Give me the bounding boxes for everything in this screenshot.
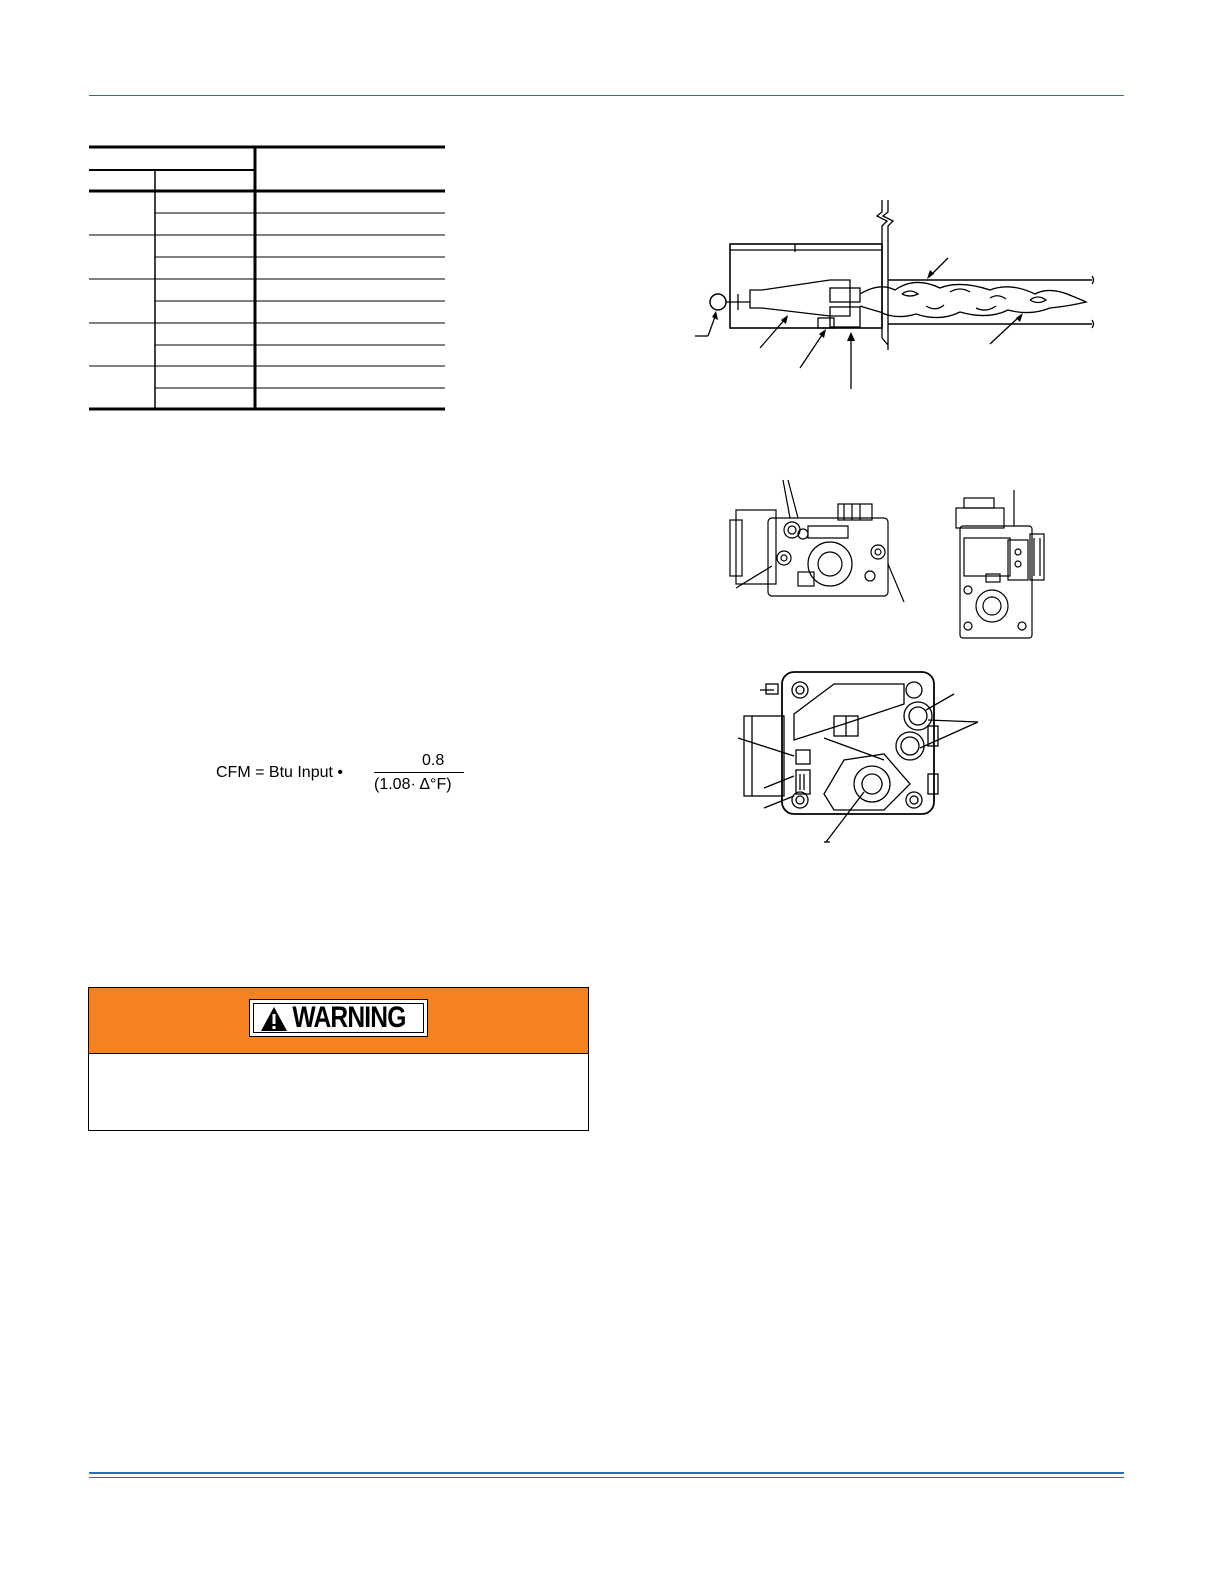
formula-denominator: (1.08· Δ°F) [374, 776, 452, 793]
gas-valve-side-diagram [728, 476, 928, 616]
warning-triangle-icon [260, 1006, 288, 1032]
cfm-formula [214, 752, 474, 798]
gas-valve-front-diagram [946, 486, 1056, 646]
data-table-grid [89, 145, 449, 415]
header-rule [89, 95, 1124, 96]
footer-rule-thin [89, 1477, 1124, 1478]
formula-numerator: 0.8 [422, 752, 445, 769]
footer-rule [89, 1472, 1124, 1474]
warning-label: WARNING [291, 1001, 406, 1034]
warning-box [88, 987, 589, 1131]
formula-lhs: CFM = Btu Input • [216, 764, 343, 781]
warning-header [89, 988, 588, 1054]
gas-valve-top-diagram [734, 664, 984, 849]
burner-flame-diagram [690, 190, 1110, 400]
warning-label-panel [249, 999, 428, 1037]
formula-fraction-bar [374, 772, 464, 773]
